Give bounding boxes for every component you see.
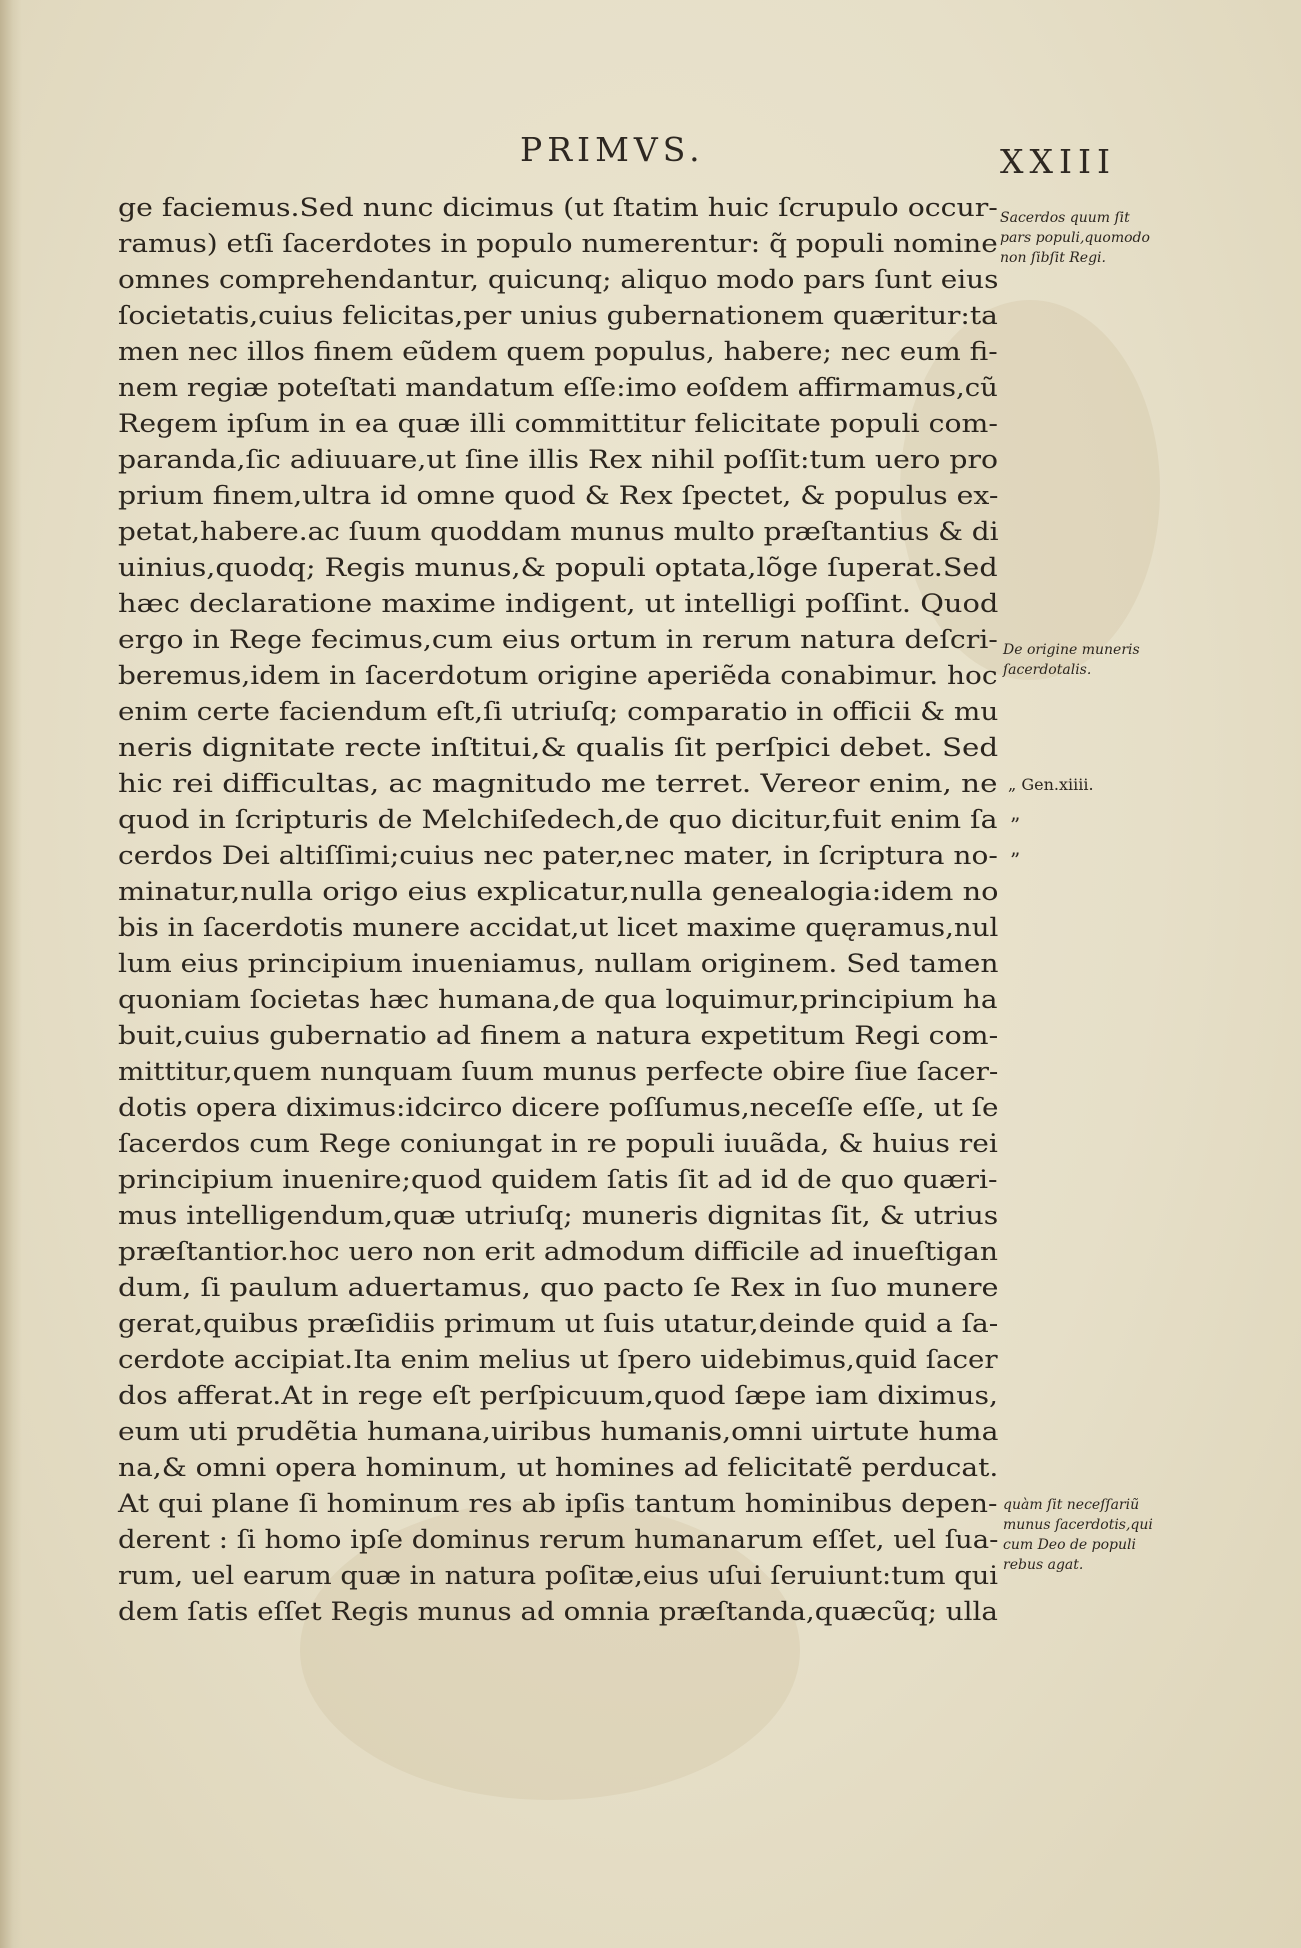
margin-note-origine [1003, 640, 1140, 680]
page-gutter-edge [0, 0, 22, 1948]
text-line: gerat,quibus præſidiis primum ut ſuis utatur,deinde quid a ſa- [118, 1309, 999, 1338]
text-line: At qui plane ſi hominum res ab ipſis tantum hominibus depen- [118, 1489, 998, 1518]
margin-note-line: munus ſacerdotis,qui [1003, 1517, 1153, 1533]
margin-note-line: Sacerdos quum ſit [1000, 210, 1130, 226]
text-line: præſtantior.hoc uero non erit admodum difficile ad inueſtigan [118, 1237, 998, 1266]
text-line: ſocietatis,cuius felicitas,per unius gubernationem quæritur:ta [118, 301, 998, 330]
text-line: petat,habere.ac ſuum quoddam munus multo præſtantius & di [118, 517, 999, 546]
text-line: dum, ſi paulum aduertamus, quo pacto ſe Rex in ſuo munere [118, 1273, 999, 1302]
folio-number: XXIII [1000, 142, 1117, 181]
margin-note-line: rebus agat. [1003, 1557, 1084, 1573]
text-line: mittitur,quem nunquam ſuum munus perfecte obire ſiue ſacer- [118, 1057, 999, 1086]
text-line: ge faciemus.Sed nunc dicimus (ut ſtatim huic ſcrupulo occur- [118, 193, 998, 222]
text-line: omnes comprehendantur, quicunq; aliquo modo pars ſunt eius [118, 265, 999, 294]
text-line: beremus,idem in ſacerdotum origine aperiẽda conabimur. hoc [118, 661, 998, 690]
text-line: principium inuenire;quod quidem ſatis ſit ad id de quo quæri- [118, 1165, 998, 1194]
margin-note-genesis-reference: „ Gen.xiiii. [1008, 775, 1094, 794]
margin-note-line: non ſibſit Regi. [1000, 250, 1106, 266]
text-line: eum uti prudẽtia humana,uiribus humanis,omni uirtute huma [118, 1417, 999, 1446]
margin-note-line: quàm ſit neceſſariũ [1003, 1497, 1140, 1513]
text-line: paranda,ſic adiuuare,ut ſine illis Rex nihil poſſit:tum uero pro [118, 445, 999, 474]
text-line: dotis opera diximus:idcirco dicere poſſumus,neceſſe eſſe, ut ſe [118, 1093, 999, 1122]
text-line: quod in ſcripturis de Melchiſedech,de quo dicitur,fuit enim ſa [118, 805, 998, 834]
text-line: minatur,nulla origo eius explicatur,nulla genealogia:idem no [118, 877, 999, 906]
text-line: Regem ipſum in ea quæ illi committitur felicitate populi com- [118, 409, 998, 438]
text-line: na,& omni opera hominum, ut homines ad felicitatẽ perducat. [118, 1453, 999, 1482]
text-line: hic rei difficultas, ac magnitudo me terret. Vereor enim, ne [118, 769, 998, 798]
margin-note-line: ſacerdotalis. [1003, 662, 1092, 678]
text-line: nem regiæ poteſtati mandatum eſſe:imo eoſdem affirmamus,cũ [118, 373, 998, 402]
margin-quote-mark: ” [1010, 848, 1021, 872]
margin-note-line: De origine muneris [1003, 642, 1140, 658]
text-line: dos afferat.At in rege eſt perſpicuum,quod ſæpe iam diximus, [118, 1381, 999, 1410]
margin-note-line: cum Deo de populi [1003, 1537, 1136, 1553]
text-line: neris dignitate recte inſtitui,& qualis ſit perſpici debet. Sed [118, 733, 999, 762]
margin-quote-mark: ” [1010, 813, 1021, 837]
text-line: rum, uel earum quæ in natura poſitæ,eius uſui ſeruiunt:tum qui [118, 1561, 998, 1590]
text-line: lum eius principium inueniamus, nullam originem. Sed tamen [118, 949, 999, 978]
margin-note-sacerdos [1000, 208, 1150, 268]
text-line: dem ſatis eſſet Regis munus ad omnia præſtanda,quæcũq; ulla [118, 1597, 998, 1626]
text-line: ſacerdos cum Rege coniungat in re populi iuuãda, & huius rei [118, 1129, 998, 1158]
margin-note-line: pars populi,quomodo [1000, 230, 1150, 246]
text-line: mus intelligendum,quæ utriuſq; muneris dignitas ſit, & utrius [118, 1201, 999, 1230]
text-line: enim certe faciendum eſt,ſi utriuſq; comparatio in officii & mu [118, 697, 999, 726]
text-line: cerdos Dei altiſſimi;cuius nec pater,nec mater, in ſcriptura no- [118, 841, 998, 870]
running-head: PRIMVS. [520, 130, 705, 169]
text-line: bis in ſacerdotis munere accidat,ut licet maxime quęramus,nul [118, 913, 999, 942]
margin-note-necessarium [1003, 1495, 1153, 1575]
text-line: hæc declaratione maxime indigent, ut intelligi poſſint. Quod [118, 589, 999, 618]
text-line: uinius,quodq; Regis munus,& populi optata,lõge ſuperat.Sed [118, 553, 998, 582]
text-line: prium finem,ultra id omne quod & Rex ſpectet, & populus ex- [118, 481, 999, 510]
text-line: ergo in Rege fecimus,cum eius ortum in rerum natura deſcri- [118, 625, 998, 654]
text-line: ramus) etſi ſacerdotes in populo numerentur: q̃ populi nomine [118, 229, 998, 258]
text-line: derent : ſi homo ipſe dominus rerum humanarum eſſet, uel ſua- [118, 1525, 999, 1554]
main-text-block [118, 190, 1008, 1630]
text-line: buit,cuius gubernatio ad finem a natura expetitum Regi com- [118, 1021, 999, 1050]
text-line: cerdote accipiat.Ita enim melius ut ſpero uidebimus,quid ſacer [118, 1345, 998, 1374]
text-line: men nec illos finem eũdem quem populus, habere; nec eum fi- [118, 337, 998, 366]
text-line: quoniam ſocietas hæc humana,de qua loquimur,principium ha [118, 985, 998, 1014]
